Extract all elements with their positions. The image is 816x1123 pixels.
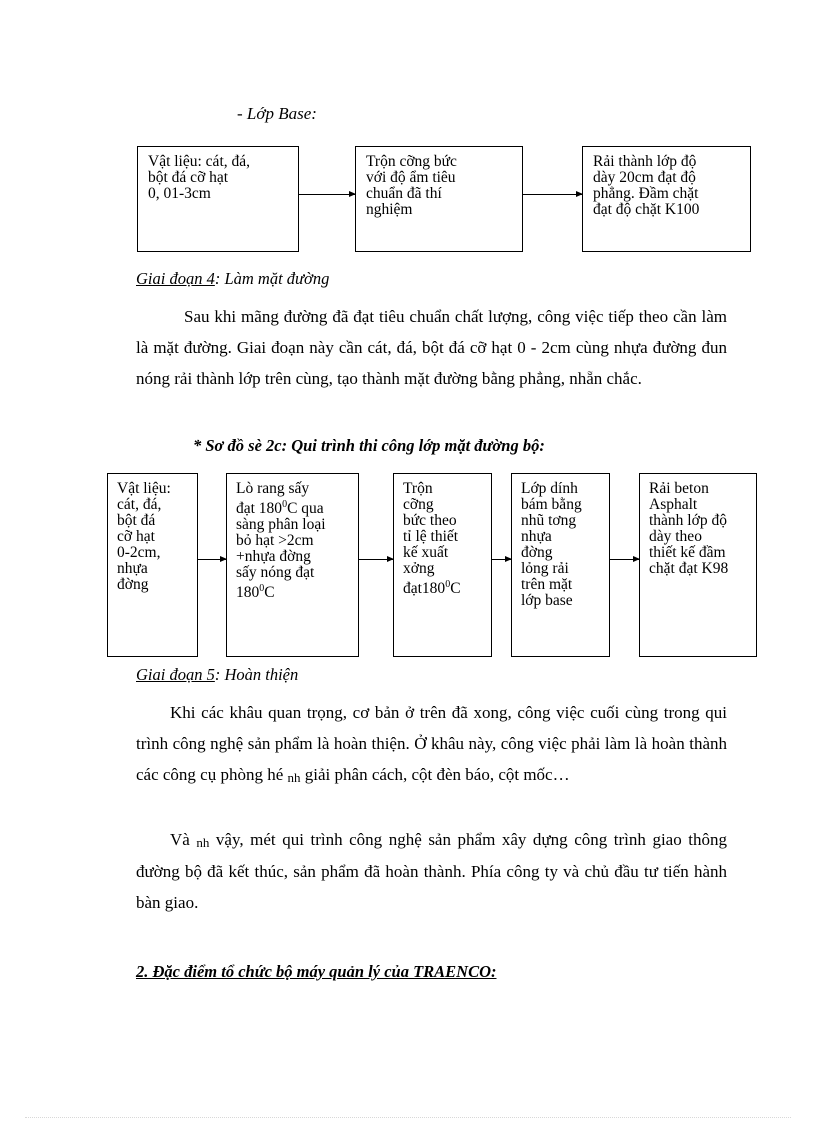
- degree-sup: 0: [259, 583, 265, 595]
- box3-text-a: Trộn cỡng bức theo tỉ lệ thiết kế xuất xởng đạt180: [403, 480, 459, 598]
- stage5-paragraph: [136, 697, 727, 791]
- box2-text-a: Lò rang sấy đạt 180: [236, 480, 310, 518]
- stage5-text-nh: nh: [287, 770, 301, 785]
- surface-flow-box-mixing: [393, 473, 492, 657]
- arrow-icon: [492, 559, 511, 560]
- arrow-icon: [299, 194, 355, 195]
- stage4-title: : Làm mặt đường: [214, 269, 330, 288]
- stage5-label: Giai đoạn 5: [136, 665, 215, 684]
- base-flow-box-materials: Vật liệu: cát, đá, bột đá cỡ hạt 0, 01-3cm: [137, 146, 299, 252]
- arrow-icon: [359, 559, 393, 560]
- degree-sup: 0: [282, 499, 288, 510]
- surface-flow-box-drying: [226, 473, 359, 657]
- arrow-icon: [523, 194, 582, 195]
- section-2-heading: 2. Đặc điểm tổ chức bộ máy quản lý của TRAENCO:: [136, 962, 497, 981]
- surface-flow-box-asphalt: Rải beton Asphalt thành lớp độ dày theo thiết kế đầm chặt đạt K98: [639, 473, 757, 657]
- box2-text-c: C: [264, 584, 275, 602]
- base-layer-title: - Lớp Base:: [237, 104, 317, 123]
- closing-text-b: vậy, mét qui trình công nghệ sản phẩm xây dựng công trình giao thông đường bộ đã kết thúc, sản phẩm đã hoàn thành. Phía công ty và chủ đầu tư tiến hành bàn giao.: [136, 830, 727, 912]
- box3-text-b: C: [450, 580, 461, 598]
- base-flow-box-mixing: Trộn cỡng bức với độ ẩm tiêu chuẩn đã thí nghiệm: [355, 146, 523, 252]
- arrow-icon: [198, 559, 226, 560]
- diagram-2c-title: * Sơ đồ sè 2c: Qui trình thi công lớp mặt đường bộ:: [193, 436, 545, 455]
- surface-flow-box-materials: Vật liệu: cát, đá, bột đá cỡ hạt 0-2cm, nhựa đờng: [107, 473, 198, 657]
- surface-flow-box-tack-coat: Lớp dính bám bằng nhũ tơng nhựa đờng lỏng rải trên mặt lớp base: [511, 473, 610, 657]
- closing-text-nh: nh: [196, 835, 210, 850]
- stage5-heading: [136, 665, 298, 685]
- closing-text-a: Và: [170, 830, 197, 849]
- stage5-title: : Hoàn thiện: [214, 665, 299, 684]
- base-flow-box-spreading: Rải thành lớp độ dày 20cm đạt độ phẳng. Đầm chặt đạt độ chặt K100: [582, 146, 751, 252]
- stage4-heading: [136, 269, 329, 289]
- stage5-text-a: Khi các khâu quan trọng, cơ bản ở trên đã xong, công việc cuối cùng trong qui trình công nghệ sản phẩm là hoàn thiện. Ở khâu này, công việc phải làm là hoàn thành các công cụ phòng hé: [136, 703, 727, 784]
- arrow-icon: [610, 559, 639, 560]
- stage4-label: Giai đoạn 4: [136, 269, 215, 288]
- stage5-text-b: giải phân cách, cột đèn báo, cột mốc…: [300, 765, 570, 784]
- closing-paragraph: [136, 824, 727, 918]
- stage4-paragraph: Sau khi mãng đường đã đạt tiêu chuẩn chất lượng, công việc tiếp theo cần làm là mặt đường. Giai đoạn này cần cát, đá, bột đá cỡ hạt 0 - 2cm cùng nhựa đường đun nóng rải thành lớp trên cùng, tạo thành mặt đường bằng phẳng, nhẵn chắc.: [136, 307, 727, 388]
- degree-sup: 0: [445, 579, 451, 590]
- page-bottom-divider: [25, 1117, 791, 1118]
- box2-text-b: C qua sàng phân loại bỏ hạt >2cm +nhựa đờng sấy nóng đạt 180: [236, 500, 326, 602]
